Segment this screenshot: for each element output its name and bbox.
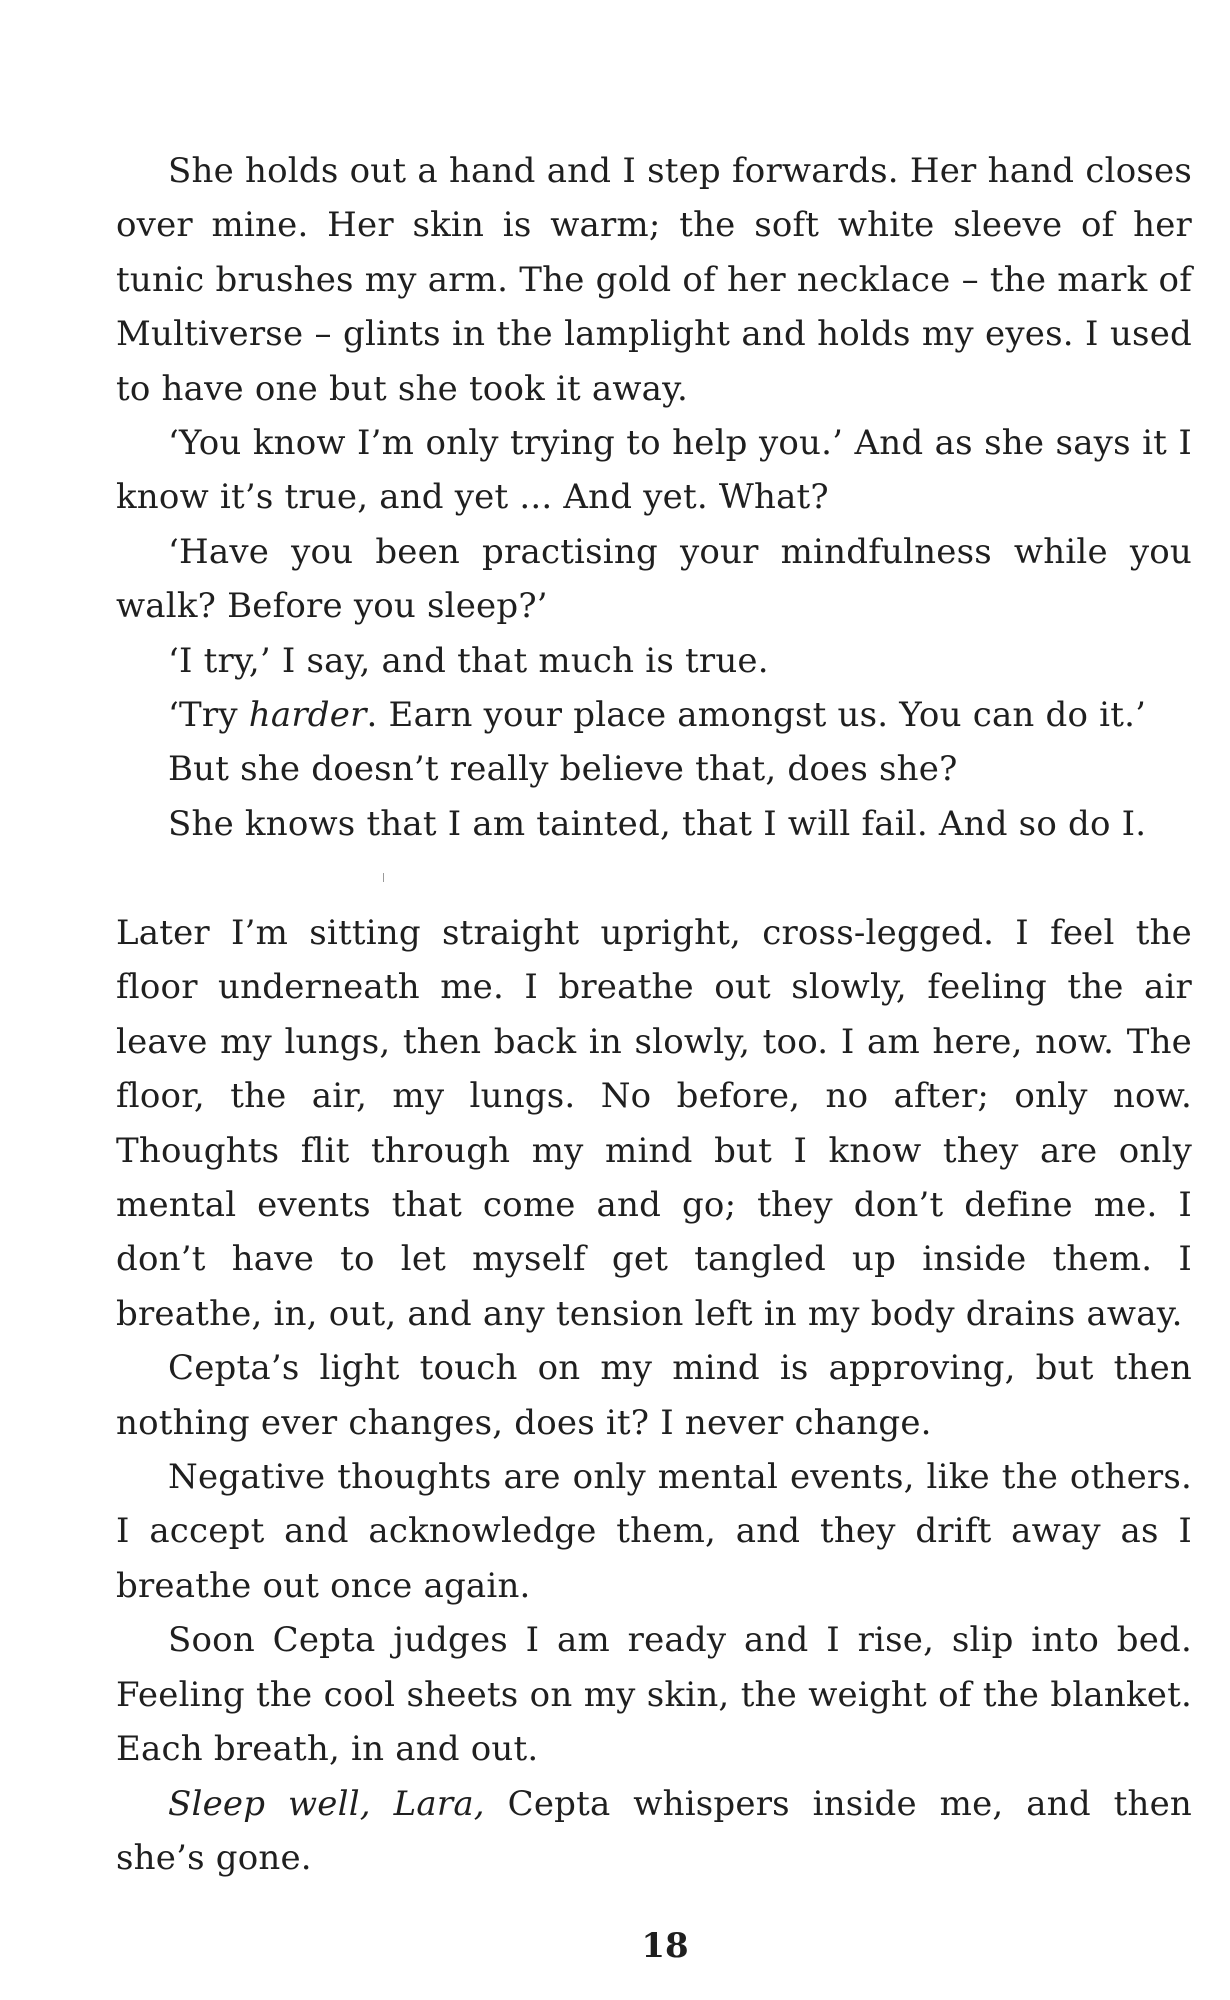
section-one: [116, 144, 1192, 851]
paragraph: [116, 1777, 1192, 1886]
emphasis-text: harder: [248, 695, 367, 736]
paragraph: Negative thoughts are only mental events, like the others. I accept and acknowledge them, and they drift away as I breathe out once again.: [116, 1457, 1192, 1606]
page-number: 18: [641, 1926, 689, 1966]
paragraph: Later I’m sitting straight upright, cross-legged. I feel the floor underneath me. I breathe out slowly, feeling the air leave my lungs, then back in slowly, too. I am here, now. The floor, the air, my lungs. No before, no after; only now. Thoughts flit through my mind but I know they are only mental events that come and go; they don’t define me. I don’t have to let myself get tangled up inside them. I breathe, in, out, and any tension left in my body drains away.: [116, 913, 1192, 1334]
paragraph: ‘You know I’m only trying to help you.’ And as she says it I know it’s true, and yet ... And yet. What?: [116, 423, 1192, 518]
text-run: . Earn your place amongst us. You can do it.’: [366, 695, 1147, 736]
scan-mark: [383, 873, 384, 882]
paragraph: But she doesn’t really believe that, does she?: [168, 749, 958, 790]
paragraph: She holds out a hand and I step forwards. Her hand closes over mine. Her skin is warm; the soft white sleeve of her tunic brushes my arm. The gold of her necklace – the mark of Multiverse – glints in the lamplight and holds my eyes. I used to have one but she took it away.: [116, 151, 1192, 409]
text-run: ‘Try: [168, 695, 249, 736]
paragraph: ‘I try,’ I say, and that much is true.: [168, 640, 769, 681]
paragraph: ‘Have you been practising your mindfulness while you walk? Before you sleep?’: [116, 531, 1192, 627]
paragraph: Soon Cepta judges I am ready and I rise, slip into bed. Feeling the cool sheets on my skin, the weight of the blanket. Each breath, in and out.: [116, 1620, 1192, 1770]
paragraph: She knows that I am tainted, that I will fail. And so do I.: [168, 803, 1147, 844]
paragraph: Cepta’s light touch on my mind is approving, but then nothing ever changes, does it? I never change.: [116, 1348, 1192, 1443]
section-two: [116, 906, 1192, 1885]
emphasis-text: Sleep well, Lara,: [168, 1783, 485, 1824]
text-run: Cepta whispers inside me, and then she’s gone.: [116, 1783, 1192, 1878]
paragraph: [116, 688, 1192, 742]
